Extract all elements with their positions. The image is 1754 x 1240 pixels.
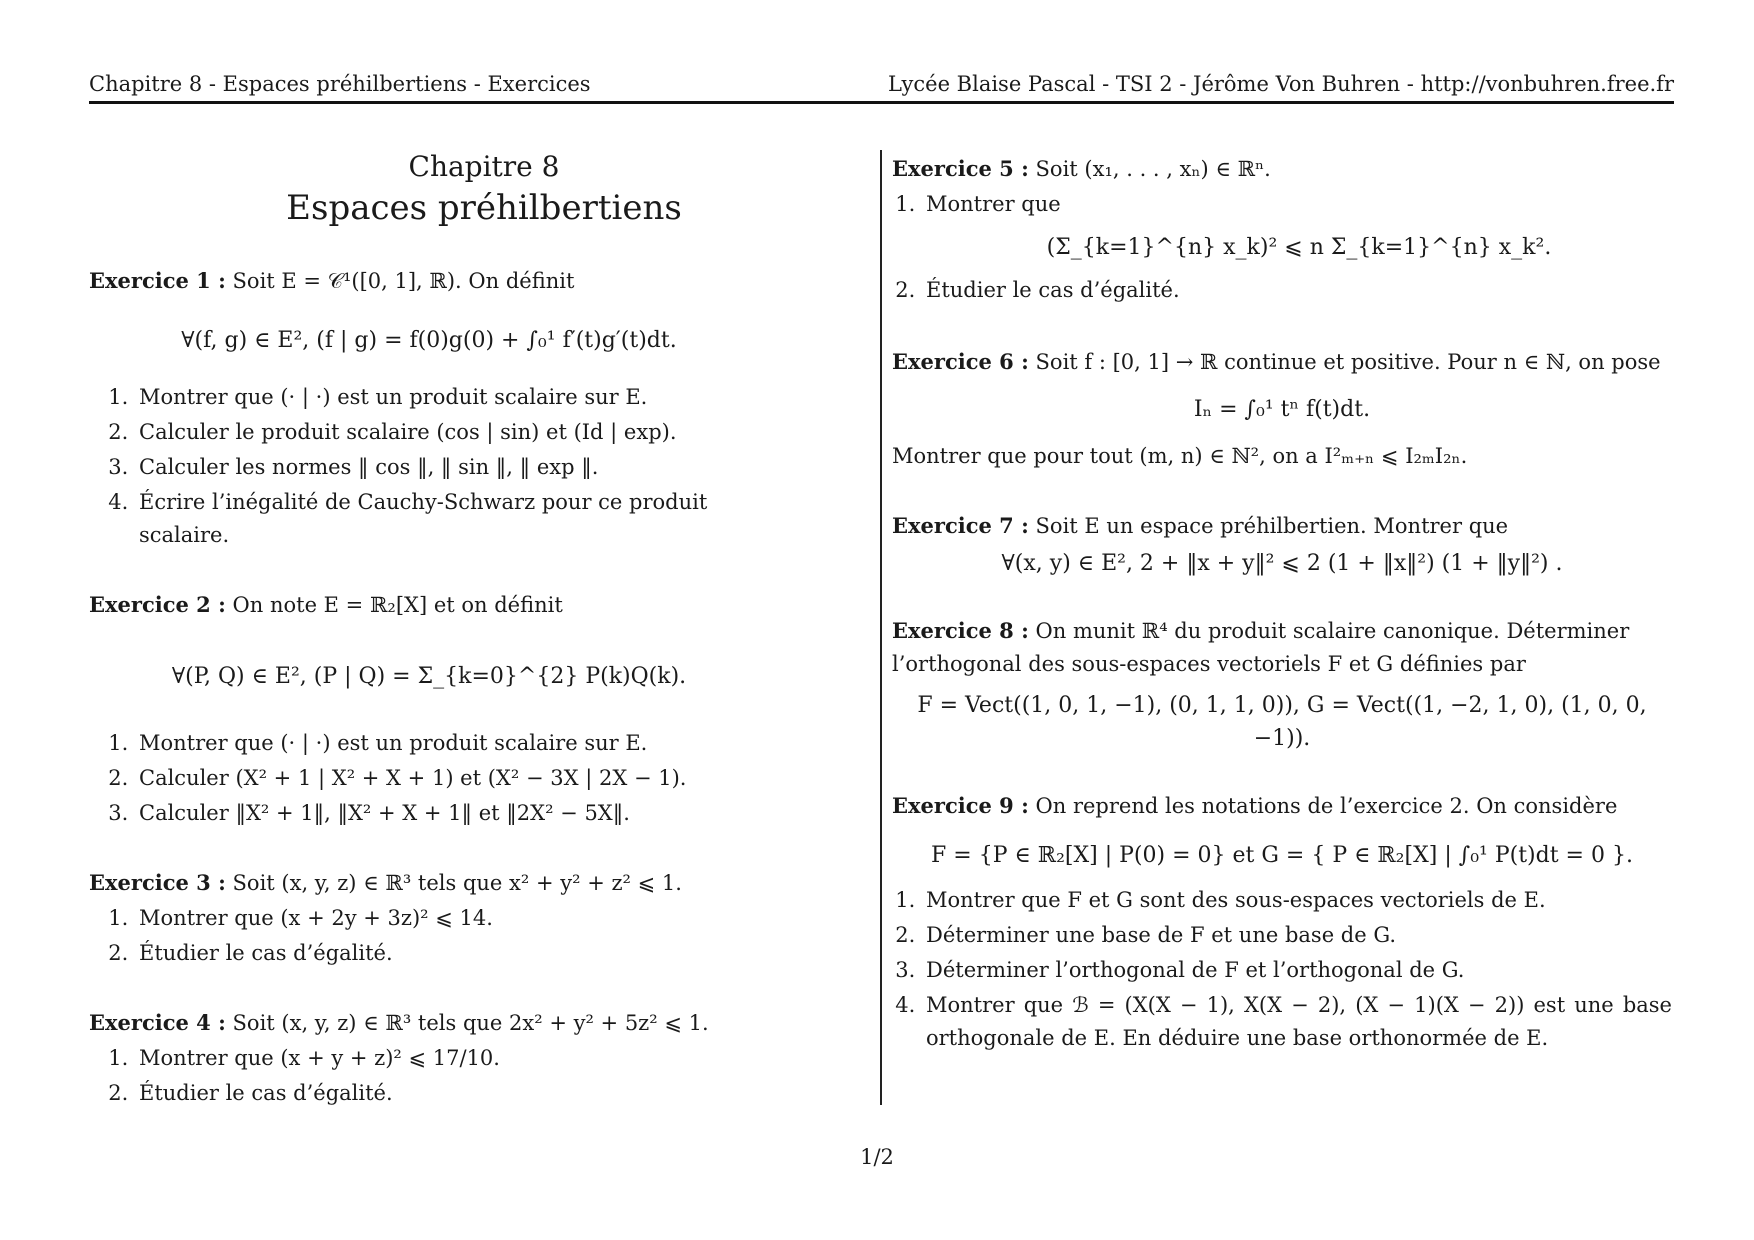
list-item: 2. Étudier le cas d’égalité. [135, 937, 769, 970]
list-item: 3. Calculer les normes ‖ cos ‖, ‖ sin ‖, ‖ exp ‖. [135, 451, 769, 484]
header-rule [89, 101, 1674, 104]
exercise-2-label: Exercice 2 : [89, 592, 226, 617]
exercise-6-intro: Soit f : [0, 1] → ℝ continue et positive. Pour n ∈ ℕ, on pose [1035, 350, 1661, 374]
exercise-7 [892, 509, 1672, 580]
list-item: 2. Calculer le produit scalaire (cos | sin) et (Id | exp). [135, 416, 769, 449]
right-column [892, 152, 1672, 1057]
list-item: 1. Montrer que (x + y + z)² ⩽ 17/10. [135, 1042, 769, 1075]
list-item: 1. Montrer que (· | ·) est un produit scalaire sur E. [135, 381, 769, 414]
exercise-5-list [892, 188, 1672, 307]
list-item: 3. Calculer ‖X² + 1‖, ‖X² + X + 1‖ et ‖2X² − 5X‖. [135, 797, 769, 830]
exercise-8-intro: On munit ℝ⁴ du produit scalaire canonique. Déterminer l’orthogonal des sous-espaces vectoriels F et G définies par [892, 619, 1630, 676]
exercise-5 [892, 152, 1672, 307]
list-item: 2. Étudier le cas d’égalité. [922, 274, 1672, 307]
exercise-4-list [89, 1042, 769, 1110]
exercise-9-intro: On reprend les notations de l’exercice 2. On considère [1035, 794, 1618, 818]
exercise-4 [89, 1006, 769, 1110]
exercise-6-equation: Iₙ = ∫₀¹ tⁿ f(t)dt. [1193, 397, 1371, 422]
list-item: 4. Écrire l’inégalité de Cauchy-Schwarz pour ce produit scalaire. [135, 486, 769, 552]
exercise-9-list [892, 884, 1672, 1055]
list-item: 1. Montrer que F et G sont des sous-espaces vectoriels de E. [922, 884, 1672, 917]
exercise-4-label: Exercice 4 : [89, 1010, 226, 1035]
exercise-3-intro: Soit (x, y, z) ∈ ℝ³ tels que x² + y² + z² ⩽ 1. [232, 871, 682, 895]
exercise-2-equation: ∀(P, Q) ∈ E², (P | Q) = Σ_{k=0}^{2} P(k)Q(k). [171, 664, 687, 689]
exercise-1-label: Exercice 1 : [89, 268, 226, 293]
list-item: 2. Déterminer une base de F et une base de G. [922, 919, 1672, 952]
exercise-5-intro: Soit (x₁, . . . , xₙ) ∈ ℝⁿ. [1035, 157, 1271, 181]
exercise-9-label: Exercice 9 : [892, 793, 1029, 818]
exercise-1 [89, 264, 769, 552]
header-right: Lycée Blaise Pascal - TSI 2 - Jérôme Von Buhren - http://vonbuhren.free.fr [887, 72, 1674, 96]
exercise-9 [892, 789, 1672, 1055]
exercise-9-equation: F = {P ∈ ℝ₂[X] | P(0) = 0} et G = { P ∈ ℝ₂[X] | ∫₀¹ P(t)dt = 0 }. [931, 843, 1633, 868]
exercise-2-intro: On note E = ℝ₂[X] et on définit [232, 593, 563, 617]
list-item: 2. Calculer (X² + 1 | X² + X + 1) et (X² − 3X | 2X − 1). [135, 762, 769, 795]
exercise-1-list [89, 381, 769, 552]
exercise-7-label: Exercice 7 : [892, 513, 1029, 538]
exercise-1-equation: ∀(f, g) ∈ E², (f | g) = f(0)g(0) + ∫₀¹ f′(t)g′(t)dt. [181, 328, 677, 353]
exercise-2-list [89, 727, 769, 830]
exercise-4-intro: Soit (x, y, z) ∈ ℝ³ tels que 2x² + y² + 5z² ⩽ 1. [232, 1011, 709, 1035]
list-item: 1. Montrer que (x + 2y + 3z)² ⩽ 14. [135, 902, 769, 935]
list-item: 2. Étudier le cas d’égalité. [135, 1077, 769, 1110]
header-left: Chapitre 8 - Espaces préhilbertiens - Exercices [89, 72, 591, 96]
list-item [922, 188, 1672, 264]
list-item: 1. Montrer que (· | ·) est un produit scalaire sur E. [135, 727, 769, 760]
exercise-5-item-1: Montrer que [926, 192, 1061, 216]
exercise-6 [892, 345, 1672, 473]
list-item: 3. Déterminer l’orthogonal de F et l’orthogonal de G. [922, 954, 1672, 987]
chapter-name: Espaces préhilbertiens [286, 188, 682, 228]
exercise-3-label: Exercice 3 : [89, 870, 226, 895]
exercise-5-equation: (Σ_{k=1}^{n} x_k)² ⩽ n Σ_{k=1}^{n} x_k². [1046, 235, 1552, 260]
exercise-3-list [89, 902, 769, 970]
exercise-6-label: Exercice 6 : [892, 349, 1029, 374]
column-divider [880, 150, 882, 1105]
exercise-5-label: Exercice 5 : [892, 156, 1029, 181]
chapter-title [89, 148, 879, 230]
exercise-7-equation: ∀(x, y) ∈ E², 2 + ‖x + y‖² ⩽ 2 (1 + ‖x‖²) (1 + ‖y‖²) . [1001, 551, 1563, 576]
exercise-8-equation: F = Vect((1, 0, 1, −1), (0, 1, 1, 0)), G = Vect((1, −2, 1, 0), (1, 0, 0, −1)). [917, 693, 1647, 751]
exercise-3 [89, 866, 769, 970]
exercise-8 [892, 614, 1672, 755]
exercise-6-outro: Montrer que pour tout (m, n) ∈ ℕ², on a I²ₘ₊ₙ ⩽ I₂ₘI₂ₙ. [892, 444, 1468, 468]
exercise-8-label: Exercice 8 : [892, 618, 1029, 643]
left-column [89, 148, 769, 1112]
exercise-2 [89, 588, 769, 830]
exercise-7-intro: Soit E un espace préhilbertien. Montrer que [1035, 514, 1509, 538]
list-item: 4. Montrer que ℬ = (X(X − 1), X(X − 2), (X − 1)(X − 2)) est une base orthogonale de E. En déduire une base orthonormée de E. [922, 989, 1672, 1055]
chapter-number: Chapitre 8 [408, 150, 560, 183]
exercise-1-intro: Soit E = 𝒞¹([0, 1], ℝ). On définit [232, 269, 575, 293]
page-number: 1/2 [860, 1145, 894, 1169]
